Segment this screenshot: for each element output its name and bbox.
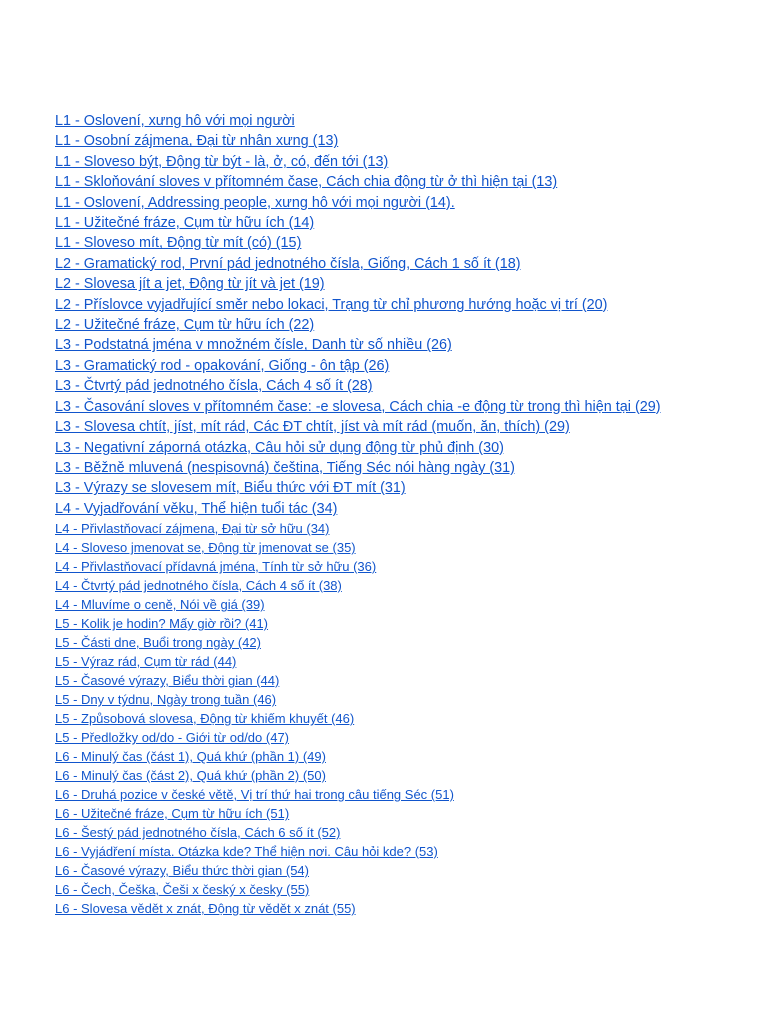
toc-entry [55,213,695,233]
toc-link[interactable]: L6 - Vyjádření místa. Otázka kde? Thể hiện nơi. Câu hỏi kde? (53) [55,844,438,860]
toc-entry [55,438,695,458]
toc-entry [55,557,695,576]
toc-entry [55,274,695,294]
toc-link[interactable]: L3 - Podstatná jména v množném čísle, Danh từ số nhiều (26) [55,337,452,354]
toc-entry [55,766,695,785]
toc-entry [55,690,695,709]
toc-entry [55,131,695,151]
toc-entry [55,417,695,437]
toc-link[interactable]: L4 - Přivlastňovací přídavná jména, Tính từ sở hữu (36) [55,559,377,575]
toc-link[interactable]: L5 - Způsobová slovesa, Động từ khiếm khuyết (46) [55,711,355,727]
toc-entry [55,595,695,614]
toc-link[interactable]: L5 - Časové výrazy, Biểu thời gian (44) [55,673,280,689]
toc-entry [55,111,695,131]
toc-entry [55,295,695,315]
toc-link[interactable]: L1 - Skloňování sloves v přítomném čase, Cách chia động từ ở thì hiện tại (13) [55,174,558,191]
toc-link[interactable]: L1 - Sloveso mít, Động từ mít (có) (15) [55,235,302,252]
toc-entry [55,335,695,355]
toc-link[interactable]: L3 - Čtvrtý pád jednotného čísla, Cách 4 số ít (28) [55,378,373,395]
toc-link[interactable]: L4 - Čtvrtý pád jednotného čísla, Cách 4 số ít (38) [55,578,342,594]
toc-link[interactable]: L4 - Přivlastňovací zájmena, Đại từ sở hữu (34) [55,521,330,537]
toc-link[interactable]: L6 - Druhá pozice v české větě, Vị trí thứ hai trong câu tiếng Séc (51) [55,787,454,803]
toc-link[interactable]: L1 - Oslovení, Addressing people, xưng hô với mọi người (14). [55,194,455,211]
toc-entry [55,633,695,652]
toc-link[interactable]: L1 - Sloveso být, Động từ být - là, ở, có, đến tới (13) [55,153,389,170]
toc-link[interactable]: L5 - Části dne, Buổi trong ngày (42) [55,635,261,651]
toc-entry [55,376,695,396]
toc-link[interactable]: L6 - Minulý čas (část 1), Quá khứ (phần 1) (49) [55,749,326,765]
toc-entry [55,709,695,728]
toc-entry [55,152,695,172]
toc-link[interactable]: L1 - Užitečné fráze, Cụm từ hữu ích (14) [55,215,315,232]
toc-link[interactable]: L2 - Užitečné fráze, Cụm từ hữu ích (22) [55,317,315,334]
toc-entry [55,193,695,213]
toc-entry [55,728,695,747]
toc-link[interactable]: L6 - Užitečné fráze, Cụm từ hữu ích (51) [55,806,290,822]
toc-link[interactable]: L3 - Negativní záporná otázka, Câu hỏi sử dụng động từ phủ định (30) [55,439,504,456]
toc-entry [55,254,695,274]
toc-link[interactable]: L6 - Šestý pád jednotného čísla, Cách 6 số ít (52) [55,825,341,841]
toc-link[interactable]: L2 - Gramatický rod, První pád jednotného čísla, Giống, Cách 1 số ít (18) [55,255,521,272]
toc-entry [55,538,695,557]
toc-entry [55,785,695,804]
toc-entry [55,823,695,842]
toc-link[interactable]: L5 - Dny v týdnu, Ngày trong tuần (46) [55,692,277,708]
toc-link[interactable]: L2 - Slovesa jít a jet, Động từ jít và jet (19) [55,276,325,293]
toc-link[interactable]: L3 - Výrazy se slovesem mít, Biểu thức với ĐT mít (31) [55,480,406,497]
toc-entry [55,880,695,899]
toc-entry [55,458,695,478]
toc-entry [55,499,695,519]
toc-link[interactable]: L3 - Gramatický rod - opakování, Giống - ôn tập (26) [55,357,390,374]
toc-link[interactable]: L5 - Výraz rád, Cụm từ rád (44) [55,654,237,670]
toc-link[interactable]: L1 - Oslovení, xưng hô với mọi người [55,113,295,129]
toc-link[interactable]: L6 - Časové výrazy, Biểu thức thời gian (54) [55,863,309,879]
toc-link[interactable]: L2 - Příslovce vyjadřující směr nebo lokaci, Trạng từ chỉ phương hướng hoặc vị trí (20) [55,296,608,313]
toc-entry [55,899,695,918]
toc-link[interactable]: L4 - Mluvíme o ceně, Nói về giá (39) [55,597,265,613]
table-of-contents [55,111,695,918]
toc-entry [55,671,695,690]
toc-link[interactable]: L1 - Osobní zájmena, Đại từ nhân xưng (13) [55,133,339,150]
toc-link[interactable]: L3 - Slovesa chtít, jíst, mít rád, Các ĐT chtít, jíst và mít rád (muốn, ăn, thích) (29) [55,419,570,436]
toc-entry [55,478,695,498]
toc-entry [55,804,695,823]
toc-link[interactable]: L3 - Časování sloves v přítomném čase: -e slovesa, Cách chia -e động từ trong thì hiện tại (29) [55,398,661,415]
toc-link[interactable]: L6 - Minulý čas (část 2), Quá khứ (phần 2) (50) [55,768,326,784]
toc-entry [55,614,695,633]
toc-link[interactable]: L5 - Kolik je hodin? Mấy giờ rồi? (41) [55,616,269,632]
toc-link[interactable]: L4 - Sloveso jmenovat se, Động từ jmenovat se (35) [55,540,356,556]
toc-link[interactable]: L4 - Vyjadřování věku, Thể hiện tuổi tác (34) [55,500,338,517]
toc-link[interactable]: L3 - Běžně mluvená (nespisovná) čeština, Tiếng Séc nói hàng ngày (31) [55,459,515,476]
toc-link[interactable]: L6 - Slovesa vědět x znát, Động từ vědět x znát (55) [55,901,356,917]
toc-entry [55,315,695,335]
toc-entry [55,397,695,417]
toc-link[interactable]: L6 - Čech, Češka, Češi x český x česky (55) [55,882,310,898]
toc-entry [55,576,695,595]
toc-entry [55,842,695,861]
toc-entry [55,233,695,253]
toc-entry [55,519,695,538]
toc-entry [55,747,695,766]
toc-link[interactable]: L5 - Předložky od/do - Giới từ od/do (47) [55,730,289,746]
toc-entry [55,172,695,192]
toc-entry [55,861,695,880]
toc-entry [55,652,695,671]
toc-entry [55,356,695,376]
